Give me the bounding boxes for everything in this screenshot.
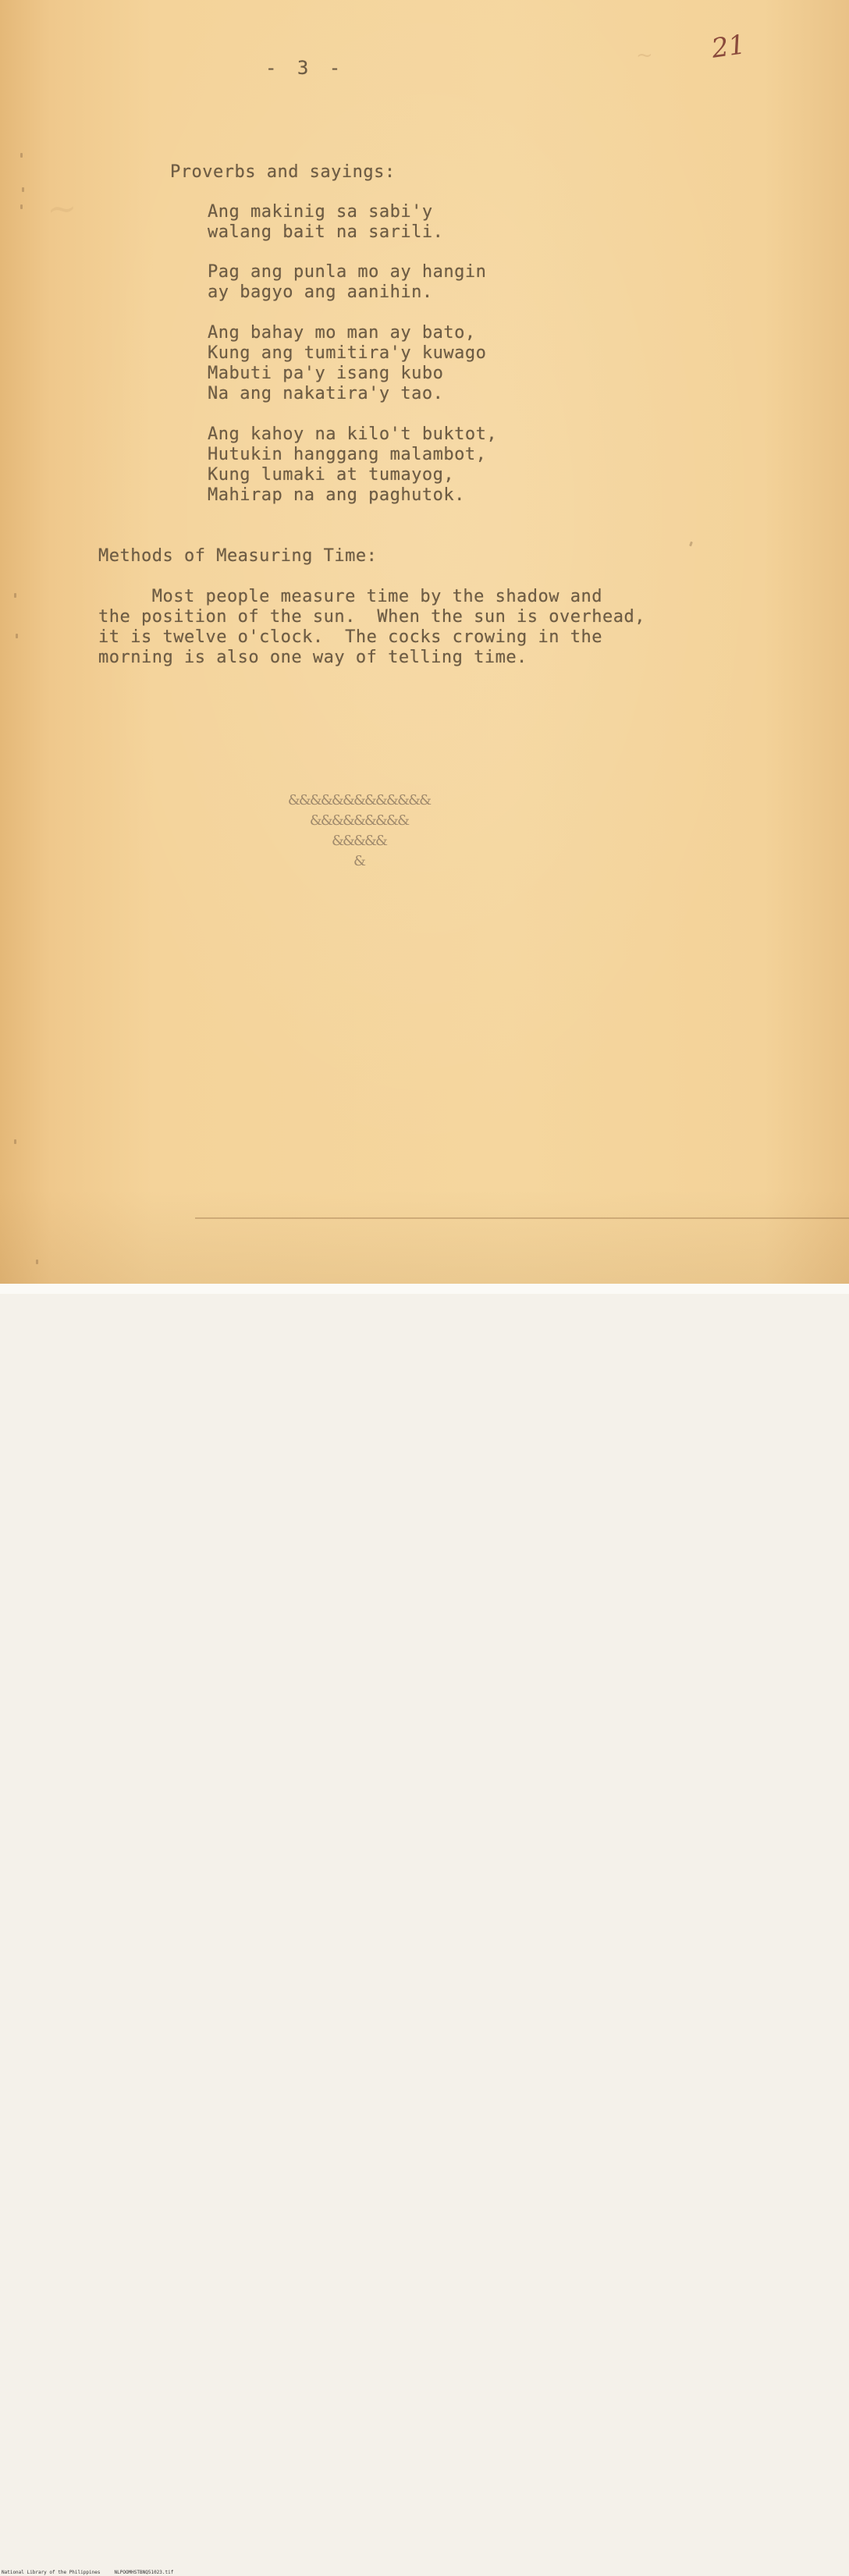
proverb-line: Ang kahoy na kilo't buktot, [208, 425, 498, 444]
folio-number: 21 [709, 29, 748, 65]
margin-mark [14, 1139, 16, 1144]
proverbs-heading: Proverbs and sayings: [170, 162, 396, 182]
margin-mark [22, 187, 24, 192]
proverb-line: Mahirap na ang paghutok. [208, 485, 465, 505]
scan-credit: National Library of the Philippines NLPOOMHSTBNQ51023.tif [2, 2570, 174, 2575]
ornament-line: &&&&&&&&&&&&& [287, 792, 431, 808]
margin-mark [14, 593, 16, 598]
margin-mark [20, 153, 23, 158]
proverb-line: Hutukin hanggang malambot, [208, 445, 487, 464]
proverb-line: Pag ang punla mo ay hangin [208, 262, 487, 282]
margin-mark [36, 1260, 38, 1264]
proverb-line: Ang makinig sa sabi'y [208, 202, 433, 222]
paragraph-line: Most people measure time by the shadow and [98, 587, 603, 606]
page-number: - 3 - [265, 57, 346, 79]
proverb-line: Kung lumaki at tumayog, [208, 465, 455, 485]
ornament-line: & [353, 853, 365, 869]
paragraph-line: morning is also one way of telling time. [98, 648, 528, 667]
faint-folio-mark: ~ [636, 44, 653, 67]
proverb-line: Mabuti pa'y isang kubo [208, 364, 444, 383]
proverb-line: Ang bahay mo man ay bato, [208, 323, 476, 343]
margin-mark [689, 542, 693, 547]
methods-heading: Methods of Measuring Time: [98, 546, 378, 566]
proverb-line: Kung ang tumitira'y kuwago [208, 343, 487, 363]
margin-mark [16, 634, 18, 638]
proverb-line: Na ang nakatira'y tao. [208, 384, 444, 403]
paper-fold-line [195, 1217, 849, 1219]
paragraph-line: it is twelve o'clock. The cocks crowing in the [98, 627, 603, 647]
paragraph-line: the position of the sun. When the sun is overhead, [98, 607, 646, 627]
margin-mark [20, 204, 23, 209]
scan-footer-strip [0, 1284, 849, 2575]
bleed-through-text: ~ [46, 187, 78, 230]
ornament-line: &&&&& [331, 833, 387, 849]
document-page [0, 0, 849, 1284]
proverb-line: ay bagyo ang aanihin. [208, 282, 433, 302]
ornament-line: &&&&&&&&& [309, 812, 409, 829]
proverb-line: walang bait na sarili. [208, 222, 444, 242]
